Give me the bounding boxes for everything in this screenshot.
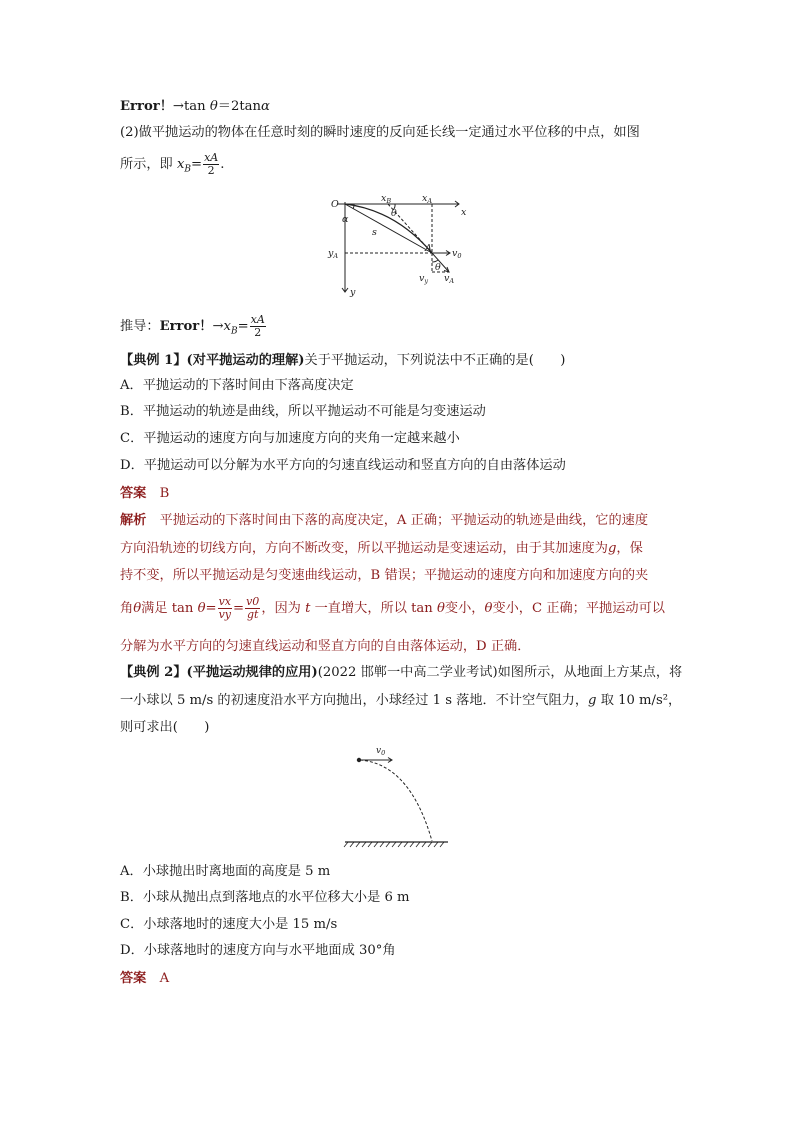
t-symbol: t (305, 601, 311, 616)
theta2-label: θ (435, 262, 441, 273)
derivation-label: 推导： (120, 319, 160, 334)
example-1-topic: (对平抛运动的理解) (186, 353, 305, 368)
projectile-diagram (325, 192, 475, 300)
xb-subscript: B (230, 326, 238, 337)
example-1-option-c: C．平抛运动的速度方向与加速度方向的夹角一定越来越小 (120, 431, 460, 446)
fraction-numerator: xA (250, 313, 265, 326)
property-2-line2 (120, 152, 224, 182)
error-marker: Error！ (120, 99, 173, 114)
theta-symbol: θ (436, 601, 445, 616)
xa-label-sub: A (427, 197, 433, 205)
v0-over-gt-fraction (245, 596, 260, 621)
theta-symbol: θ (484, 601, 493, 616)
y-axis-label: y (350, 287, 356, 298)
derivation-tan-relation (120, 98, 270, 116)
analysis-line-5: 分解为水平方向的匀速直线运动和竖直方向的自由落体运动，D 正确． (120, 639, 531, 654)
answer-label: 答案 (120, 486, 147, 501)
xb-symbol: x (176, 157, 185, 172)
example-2-question-line1 (120, 664, 682, 682)
analysis-text-2a: 方向沿轨迹的切线方向，方向不断改变，所以平抛运动是变速运动，由于其加速度为 (120, 541, 608, 556)
va-label-main: v (444, 273, 450, 284)
point-a-label: A (425, 243, 432, 254)
analysis-line-4 (120, 594, 665, 624)
xb-symbol: x (223, 319, 231, 334)
xa-label-main: x (422, 193, 428, 204)
derivation-midpoint (120, 314, 267, 345)
displacement-line (345, 204, 432, 253)
example-2-topic: (平抛运动规律的应用) (186, 665, 318, 680)
answer-value: A (159, 971, 170, 986)
analysis-text-1: 平抛运动的下落时间由下落的高度决定，A 正确；平抛运动的轨迹是曲线，它的速度 (159, 513, 649, 528)
arrow: → (212, 319, 224, 334)
va-label-sub: A (449, 277, 455, 285)
example-1-tag: 【典例 1】 (120, 353, 187, 368)
answer-value: B (159, 486, 170, 501)
alpha-label: α (342, 214, 349, 225)
ball (357, 758, 361, 762)
g-symbol: g (607, 541, 617, 556)
example-1-option-d: D．平抛运动可以分解为水平方向的匀速直线运动和竖直方向的自由落体运动 (120, 458, 566, 473)
va-label (444, 273, 454, 285)
analysis-text-4b: 满足 tan (141, 601, 194, 616)
vy-label-main: v (419, 273, 425, 284)
xb-label-main: x (381, 193, 387, 204)
fraction-numerator: vx (218, 595, 232, 608)
analysis-text-4d: 一直增大，所以 tan (314, 601, 433, 616)
vy-label (419, 273, 428, 285)
fraction-numerator: xA (204, 151, 219, 164)
fraction-denominator: vy (218, 608, 232, 621)
v0-label (376, 746, 385, 757)
fraction-numerator: v0 (246, 595, 260, 608)
equals-sign: = (191, 157, 203, 172)
alpha-symbol: α (261, 99, 270, 114)
example-2-question-line2 (120, 692, 681, 710)
period: . (220, 157, 225, 172)
v0-label-sub: 0 (381, 749, 386, 757)
example-2-figure (340, 742, 455, 852)
theta-symbol: θ (197, 601, 206, 616)
equals-sign: = (205, 601, 217, 616)
x-axis-label: x (461, 207, 467, 218)
analysis-text-2b: ，保 (616, 541, 643, 556)
s-label: s (372, 227, 377, 238)
example-2-question-text-2a: 一小球以 5 m/s 的初速度沿水平方向抛出，小球经过 1 s 落地．不计空气阻力， (120, 693, 589, 708)
xa-over-2-fraction (250, 314, 266, 339)
example-2-option-b: B．小球从抛出点到落地点的水平位移大小是 6 m (120, 890, 410, 905)
tan-label: tan (183, 99, 206, 114)
analysis-text-4c: ，因为 (261, 601, 301, 616)
example-2-tag: 【典例 2】 (120, 665, 187, 680)
fraction-denominator: gt (246, 608, 259, 621)
fraction-denominator: 2 (207, 164, 215, 177)
xa-label (422, 193, 432, 205)
fraction-denominator: 2 (254, 326, 262, 339)
ya-label-main: y (328, 248, 334, 259)
property-2-prefix: 所示，即 (120, 157, 173, 172)
example-1-option-b: B．平抛运动的轨迹是曲线，所以平抛运动不可能是匀变速运动 (120, 404, 486, 419)
example-1-answer (120, 485, 169, 503)
example-2-question-text-1: (2022 邯郸一中高二学业考试)如图所示，从地面上方某点，将 (317, 665, 683, 680)
vy-label-sub: y (424, 277, 429, 285)
analysis-text-4e: 变小， (444, 601, 485, 616)
example-2-answer (120, 970, 169, 988)
v0-label-sub: 0 (457, 252, 462, 260)
v0-label (452, 248, 462, 260)
example-2-option-d: D．小球落地时的速度方向与水平地面成 30°角 (120, 943, 396, 958)
trajectory-dashed (360, 760, 432, 841)
ya-label (327, 248, 338, 260)
v0-label-main: v (376, 746, 382, 756)
equals-sign: = (233, 601, 245, 616)
answer-label: 答案 (120, 971, 147, 986)
xa-over-2-fraction (203, 152, 219, 177)
ya-label-sub: A (333, 252, 339, 260)
ground-hatching (344, 842, 444, 847)
example-2-question-text-2b: 取 10 m/s²， (600, 693, 682, 708)
error-marker: Error！ (159, 319, 213, 334)
theta-label: θ (391, 208, 397, 219)
equals-sign: = (237, 319, 249, 334)
property-2-line1: (2)做平抛运动的物体在任意时刻的瞬时速度的反向延长线一定通过水平位移的中点，如图 (120, 125, 640, 140)
xb-label-sub: B (386, 197, 392, 205)
example-2-option-a: A．小球抛出时离地面的高度是 5 m (120, 864, 331, 879)
analysis-text-4f: 变小，C 正确；平抛运动可以 (492, 601, 665, 616)
origin-label: O (331, 199, 339, 210)
xb-subscript: B (184, 164, 192, 175)
g-symbol: g (588, 693, 597, 708)
example-2-question-line3: 则可求出( ) (120, 720, 210, 735)
theta-symbol: θ (209, 99, 218, 114)
analysis-line-3: 持不变，所以平抛运动是匀变速曲线运动，B 错误；平抛运动的速度方向和加速度方向的夹 (120, 568, 649, 583)
example-2-option-c: C．小球落地时的速度大小是 15 m/s (120, 917, 338, 932)
analysis-line-1 (120, 512, 648, 530)
example-1-question (120, 352, 565, 370)
analysis-line-2 (120, 540, 643, 558)
v0-label-main: v (452, 248, 458, 259)
example-1-question-text: 关于平抛运动，下列说法中不正确的是( ) (304, 353, 566, 368)
equals-text: ＝2tan (217, 99, 261, 114)
analysis-text-4a: 角 (120, 601, 134, 616)
xb-label (381, 193, 391, 205)
arrow: → (172, 99, 184, 114)
analysis-label: 解析 (120, 513, 147, 528)
theta-symbol: θ (133, 601, 142, 616)
vx-over-vy-fraction (218, 596, 232, 621)
example-1-option-a: A．平抛运动的下落时间由下落高度决定 (120, 378, 354, 393)
